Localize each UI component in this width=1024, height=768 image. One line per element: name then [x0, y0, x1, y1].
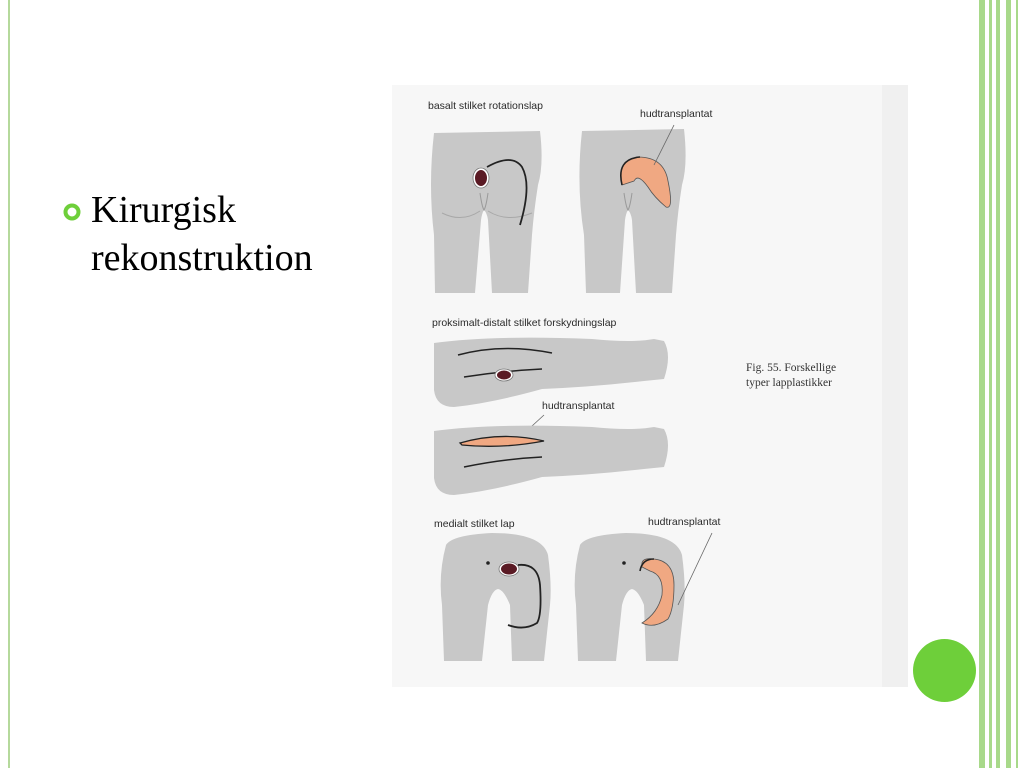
bullet-text: [91, 186, 313, 282]
figure-caption-line-2: typer lapplastikker: [746, 377, 832, 389]
panel2-callout: hudtransplantat: [542, 400, 615, 412]
panel2-wound: [497, 371, 511, 380]
panel3-title: medialt stilket lap: [434, 518, 515, 530]
panel1-callout: hudtransplantat: [640, 108, 713, 120]
panel1-title: basalt stilket rotationslap: [428, 100, 543, 112]
left-frame-line: [8, 0, 10, 768]
figure-caption-line-1: Fig. 55. Forskellige: [746, 362, 837, 374]
panel3-dot-right: [622, 561, 626, 565]
bullet-text-line-1: Kirurgisk: [91, 189, 236, 231]
page-edge: [882, 85, 908, 687]
bullet-text-line-2: rekonstruktion: [91, 237, 313, 279]
bullet-ring-icon: [62, 202, 82, 222]
panel2-title: proksimalt-distalt stilket forskydningslap: [432, 317, 617, 329]
flap-surgery-figure: [392, 85, 908, 687]
panel1-wound: [475, 170, 487, 186]
decorative-green-circle: [913, 639, 976, 702]
panel3-wound: [501, 564, 517, 575]
figure-illustration: [392, 85, 908, 687]
panel3-dot-left: [486, 561, 490, 565]
panel3-callout: hudtransplantat: [648, 516, 721, 528]
right-frame-border: [976, 0, 1024, 768]
